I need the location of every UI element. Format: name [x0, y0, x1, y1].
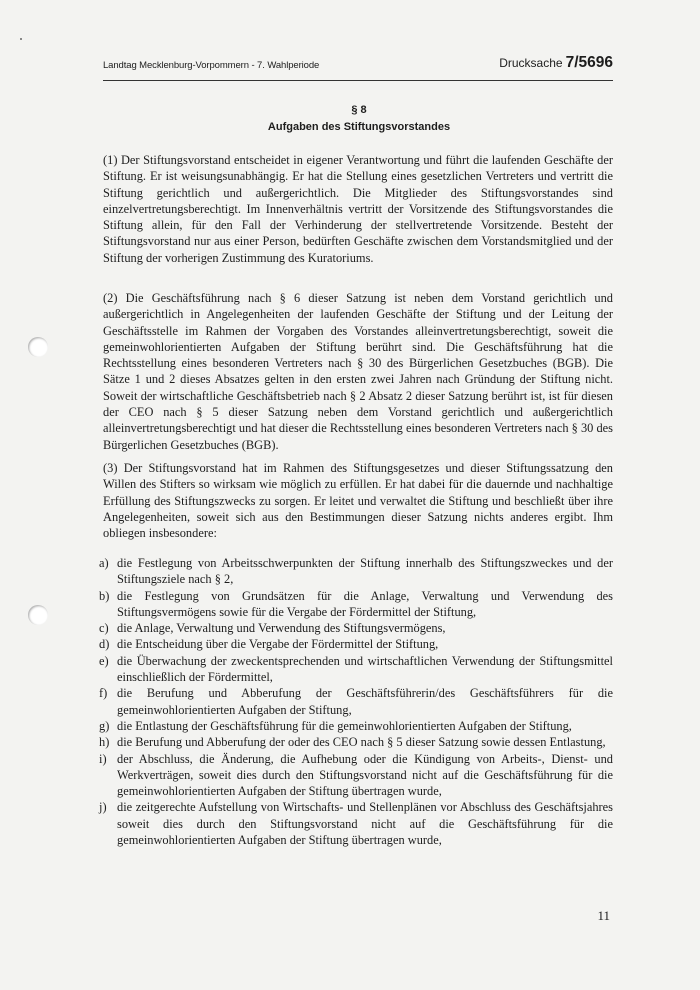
page-header	[103, 54, 613, 81]
list-item-text: die Berufung und Abberufung der oder des CEO nach § 5 dieser Satzung sowie dessen Entlastung,	[117, 735, 606, 750]
list-item	[99, 653, 613, 686]
list-item-text: die Berufung und Abberufung der Geschäftsführerin/des Geschäftsführers für die gemeinwohlorientierten Aufgaben der Stiftung,	[117, 686, 613, 717]
list-item	[99, 588, 613, 621]
list-item	[99, 718, 613, 734]
list-marker: j)	[99, 800, 107, 815]
page-number: 11	[597, 908, 610, 923]
list-item-text: die zeitgerechte Aufstellung von Wirtschafts- und Stellenplänen vor Abschluss des Geschäftsjahres soweit dies durch den Stiftungsvorstand nicht auf die Geschäftsführung für die gemeinwohlorientierten Aufgaben der Stiftung übertragen wurde,	[117, 800, 613, 848]
paragraph-1	[103, 152, 613, 266]
section-title: Aufgaben des Stiftungsvorstandes	[267, 121, 451, 133]
list-item-text: die Festlegung von Grundsätzen für die Anlage, Verwaltung und Verwendung des Stiftungsvermögens sowie für die Vergabe der Fördermittel der Stiftung,	[117, 588, 613, 619]
list-marker: b)	[99, 588, 110, 603]
scan-speck	[20, 38, 22, 40]
duties-list	[99, 555, 613, 848]
paragraph-text: (1) Der Stiftungsvorstand entscheidet in eigener Verantwortung und führt die laufenden Geschäfte der Stiftung. Er ist weisungsunabhängig. Er hat die Stellung eines gesetzlichen Vertreters und vertritt die Stiftung gerichtlich und außergerichtlich. Die Mitglieder des Stiftungsvorstandes sind einzelvertretungsberechtigt. Im Innenverhältnis vertritt der Vorsitzende des Stiftungsvorstandes die Stiftung allein, für den Fall der Verhinderung der stellvertretende Vorsitzende. Besteht der Stiftungsvorstand nur aus einer Person, bedürften Geschäfte zwischen dem Vorstandsmitglied und der Stiftung der vorherigen Zustimmung des Kuratoriums.	[103, 153, 613, 265]
list-marker: f)	[99, 686, 108, 701]
list-item	[99, 734, 613, 750]
list-marker: a)	[99, 556, 109, 570]
list-marker: h)	[99, 735, 110, 750]
list-marker: g)	[99, 718, 110, 733]
document-type-label: Drucksache	[499, 56, 563, 70]
list-marker: i)	[99, 751, 107, 766]
punch-hole	[28, 605, 48, 625]
paragraph-text: (2) Die Geschäftsführung nach § 6 dieser Satzung ist neben dem Vorstand gerichtlich und außergerichtlich in Angelegenheiten der laufenden Geschäfte der Stiftung und der Leitung der Geschäftsstelle im Rahmen der Vorgaben des Vorstandes alleinvertretungsberechtigt, soweit die gemeinwohlorientierten Aufgaben der Stiftung berührt sind. Die Geschäftsführung hat die Rechtsstellung eines besonderen Vertreters nach § 30 des Bürgerlichen Gesetzbuches (BGB). Die Sätze 1 und 2 dieses Absatzes gelten in den ersten zwei Jahren nach Gründung der Stiftung nicht. Soweit der wirtschaftliche Geschäftsbetrieb nach § 2 Absatz 2 dieser Satzung berührt ist, ist für diesen der CEO nach § 5 dieser Satzung neben dem Vorstand gerichtlich und außergerichtlich alleinvertretungsberechtigt und hat dieser die Rechtsstellung eines besonderen Vertreters nach § 30 des Bürgerlichen Gesetzbuches (BGB).	[103, 291, 613, 452]
paragraph-3	[103, 460, 613, 541]
list-item-text: die Entlastung der Geschäftsführung für die gemeinwohlorientierten Aufgaben der Stiftung,	[117, 718, 572, 733]
list-item	[99, 620, 613, 636]
list-item	[99, 751, 613, 800]
list-marker: e)	[99, 653, 109, 668]
list-item-text: die Anlage, Verwaltung und Verwendung des Stiftungsvermögens,	[117, 621, 446, 636]
list-marker: d)	[99, 637, 110, 652]
list-item	[99, 685, 613, 718]
list-item-text: die Überwachung der zweckentsprechenden und wirtschaftlichen Verwendung der Stiftungsmittel einschließlich der Fördermittel,	[117, 653, 613, 685]
list-item-text: die Festlegung von Arbeitsschwerpunkten der Stiftung innerhalb des Stiftungszweckes und der Stiftungsziele nach § 2,	[117, 556, 613, 587]
document-number: 7/5696	[565, 54, 613, 71]
document-reference	[499, 54, 613, 72]
paragraph-text: (3) Der Stiftungsvorstand hat im Rahmen des Stiftungsgesetzes und dieser Stiftungssatzung den Willen des Stifters so wirksam wie möglich zu erfüllen. Er hat dabei für die dauernde und nachhaltige Erfüllung des Stiftungszwecks zu sorgen. Er leitet und verwaltet die Stiftung und beschließt über ihre Angelegenheiten, soweit sich aus den Bestimmungen dieser Satzung nichts anderes ergibt. Ihm obliegen insbesondere:	[103, 461, 613, 541]
punch-hole	[28, 337, 48, 357]
paragraph-2	[103, 290, 613, 453]
list-marker: c)	[99, 621, 109, 636]
list-item	[99, 555, 613, 588]
parliament-label: Landtag Mecklenburg-Vorpommern - 7. Wahlperiode	[103, 60, 320, 71]
list-item-text: der Abschluss, die Änderung, die Aufhebung oder die Kündigung von Arbeits-, Dienst- und Werkverträgen, soweit dies durch den Stiftungsvorstand nicht auf die Geschäftsführung für die gemeinwohlorientierten Aufgaben der Stiftung übertragen wurde,	[117, 751, 613, 799]
list-item-text: die Entscheidung über die Vergabe der Fördermittel der Stiftung,	[117, 637, 439, 652]
section-number: § 8	[351, 104, 367, 116]
list-item	[99, 799, 613, 848]
list-item	[99, 636, 613, 652]
